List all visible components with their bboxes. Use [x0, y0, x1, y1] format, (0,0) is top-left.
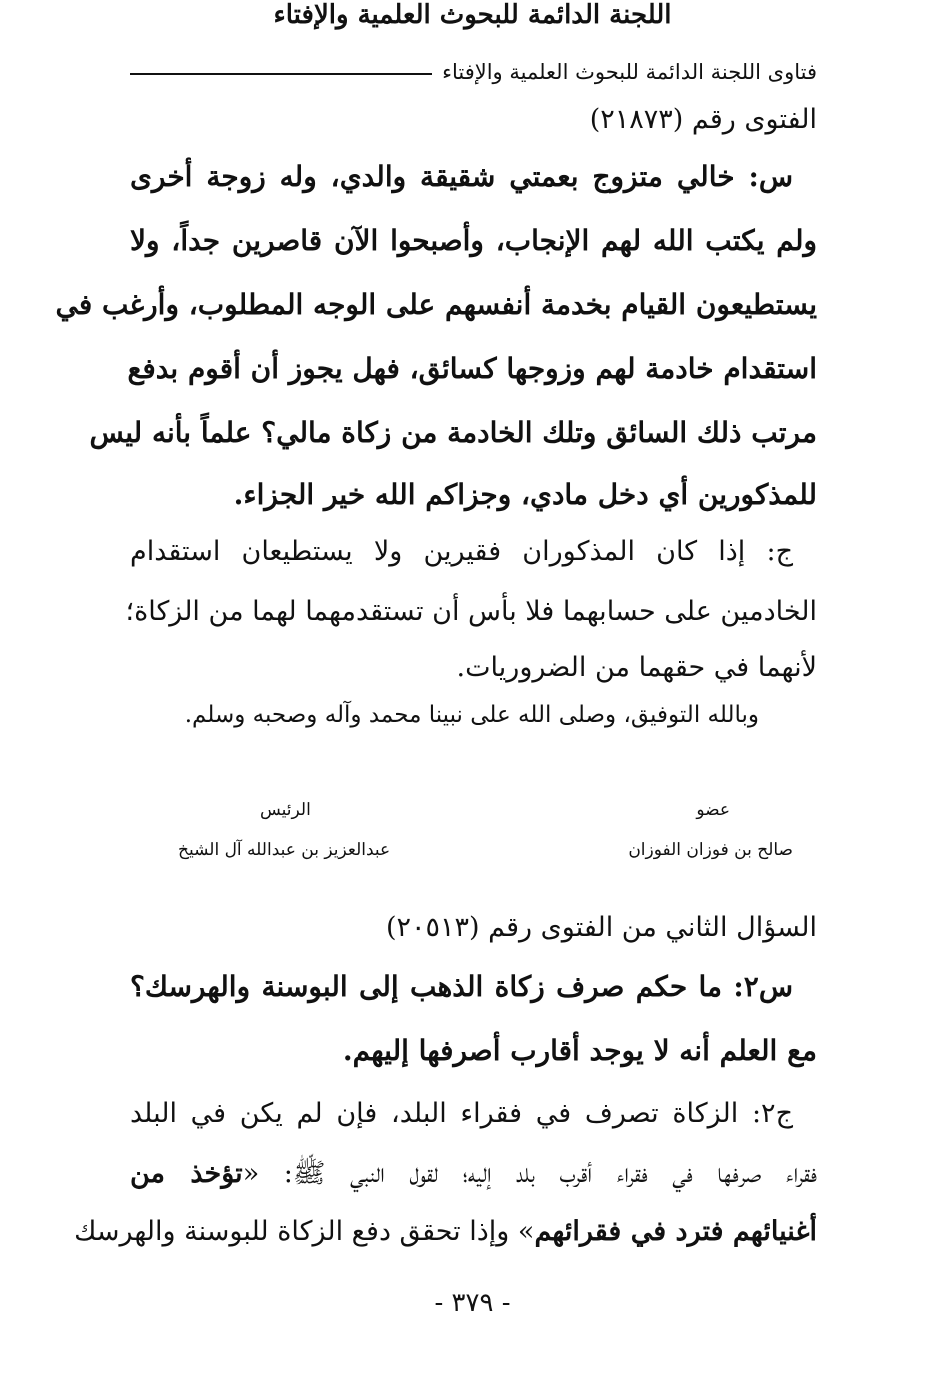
question-line-2: ولم يكتب الله لهم الإنجاب، وأصبحوا الآن قاصرين جداً، ولا: [130, 224, 817, 257]
second-question-line-1: س٢: ما حكم صرف زكاة الذهب إلى البوسنة والهرسك؟: [130, 970, 793, 1003]
second-answer-line-1: ج٢: الزكاة تصرف في فقراء البلد، فإن لم يكن في البلد: [130, 1098, 793, 1129]
chair-name: عبدالعزيز بن عبدالله آل الشيخ: [178, 840, 391, 860]
question-line-1: س: خالي متزوج بعمتي شقيقة والدي، وله زوجة أخرى: [130, 160, 793, 193]
question-line-3: يستطيعون القيام بخدمة أنفسهم على الوجه المطلوب، وأرغب في: [55, 288, 817, 321]
header-title: فتاوى اللجنة الدائمة للبحوث العلمية والإفتاء: [442, 60, 817, 84]
question-line-6: للمذكورين أي دخل مادي، وجزاكم الله خير الجزاء.: [233, 478, 817, 511]
closing-line: وبالله التوفيق، وصلى الله على نبينا محمد وآله وصحبه وسلم.: [184, 702, 759, 728]
question-line-4: استقدام خادمة لهم وزوجها كسائق، فهل يجوز أن أقوم بدفع: [127, 352, 817, 385]
second-answer-line-2-text: فقراء صرفها في فقراء أقرب بلد إليه؛ لقول النبي ﷺ: «: [242, 1158, 818, 1189]
answer-line-2: الخادمين على حسابهما فلا بأس أن تستقدمهما لهما من الزكاة؛: [125, 596, 817, 627]
second-answer-line-2: [130, 1158, 817, 1190]
answer-line-3: لأنهما في حقهما من الضروريات.: [456, 652, 817, 683]
page-number: - ٣٧٩ -: [434, 1288, 511, 1318]
member-role: عضو: [696, 800, 730, 820]
member-name: صالح بن فوزان الفوزان: [628, 840, 793, 860]
second-fatwa-title: السؤال الثاني من الفتوى رقم (٢٠٥١٣): [385, 912, 817, 943]
question-line-5: مرتب ذلك السائق وتلك الخادمة من زكاة مالي؟ علماً بأنه ليس: [89, 416, 817, 449]
second-answer-line-3-text: » وإذا تحقق دفع الزكاة للبوسنة والهرسك: [74, 1216, 535, 1247]
running-header: [130, 52, 817, 92]
hadith-quote-end: أغنيائهم فترد في فقرائهم: [534, 1216, 817, 1247]
hadith-quote-start: تؤخذ من: [130, 1158, 243, 1189]
fatwa-number: الفتوى رقم (٢١٨٧٣): [589, 104, 817, 135]
header-rule: [130, 73, 432, 75]
answer-line-1: ج: إذا كان المذكوران فقيرين ولا يستطيعان استقدام: [130, 536, 793, 567]
chair-role: الرئيس: [260, 800, 311, 820]
committee-name: اللجنة الدائمة للبحوث العلمية والإفتاء: [273, 0, 672, 30]
second-question-line-2: مع العلم أنه لا يوجد أقارب أصرفها إليهم.: [342, 1034, 817, 1067]
second-answer-line-3: [74, 1216, 817, 1248]
